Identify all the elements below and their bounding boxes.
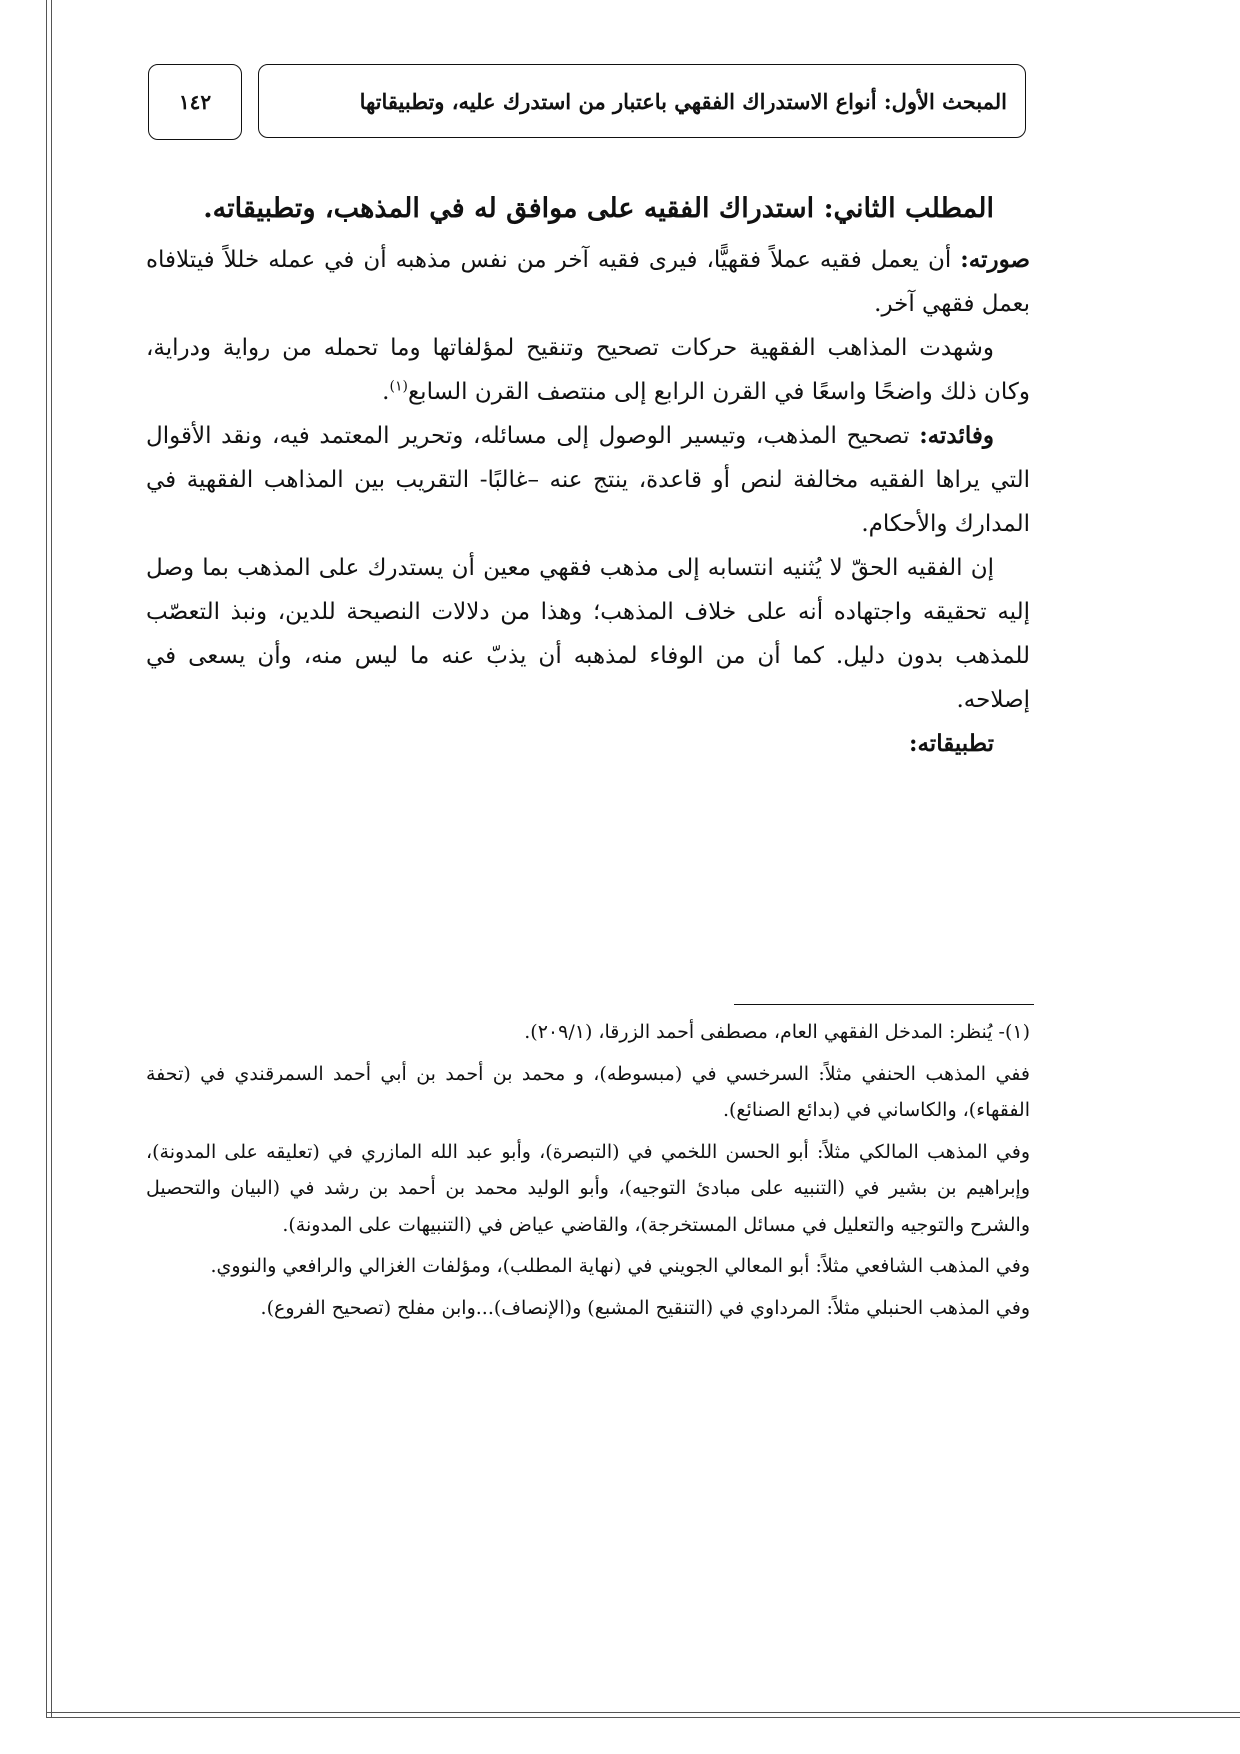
page-number: ١٤٢ xyxy=(178,90,212,114)
faqih-paragraph: إن الفقيه الحقّ لا يُثنيه انتسابه إلى مذهب فقهي معين أن يستدرك على المذهب بما وصل إليه تحقيقه واجتهاده أنه على خلاف المذهب؛ وهذا من دلالات النصيحة للدين، ونبذ التعصّب للمذهب بدون دليل. كما أن من الوفاء لمذهبه أن يذبّ عنه ما ليس منه، وأن يسعى في إصلاحه. xyxy=(146,555,1030,713)
footnote-maliki: وفي المذهب المالكي مثلاً: أبو الحسن اللخمي في (التبصرة)، وأبو عبد الله المازري في (تعليقه على المدونة)، وإبراهيم بن بشير في (التنبيه على مبادئ التوجيه)، وأبو الوليد محمد بن أحمد بن رشد في (البيان والتحصيل والشرح والتوجيه والتعليل في مسائل المستخرجة)، والقاضي عياض في (التنبيهات على المدونة). xyxy=(146,1140,1030,1236)
footnote-separator xyxy=(734,1004,1034,1005)
footnote-1: (١)- يُنظر: المدخل الفقهي العام، مصطفى أحمد الزرقا، (٢٠٩/١). xyxy=(524,1021,1030,1043)
definition-text: أن يعمل فقيه عملاً فقهيًّا، فيرى فقيه آخر من نفس مذهبه أن في عمله خللاً فيتلافاه بعمل فقهي آخر. xyxy=(146,247,1030,317)
footnote-shafii: وفي المذهب الشافعي مثلاً: أبو المعالي الجويني في (نهاية المطلب)، ومؤلفات الغزالي والرافعي والنووي. xyxy=(210,1255,1030,1277)
footnotes xyxy=(146,1014,1030,1331)
history-paragraph xyxy=(146,326,1030,414)
section-title: المطلب الثاني: استدراك الفقيه على موافق له في المذهب، وتطبيقاته. xyxy=(203,193,994,224)
running-header-title: المبحث الأول: أنواع الاستدراك الفقهي باعتبار من استدرك عليه، وتطبيقاتها xyxy=(359,88,1007,114)
footnote-hanafi: ففي المذهب الحنفي مثلاً: السرخسي في (مبسوطه)، و محمد بن أحمد بن أبي أحمد السمرقندي في (تحفة الفقهاء)، والكاساني في (بدائع الصنائع). xyxy=(146,1062,1030,1121)
definition-label: صورته: xyxy=(960,246,1030,273)
page-frame-left xyxy=(46,0,52,1718)
running-header-box xyxy=(258,64,1026,138)
history-text: وشهدت المذاهب الفقهية حركات تصحيح وتنقيح لمؤلفاتها وما تحمله من رواية ودراية، وكان ذلك واضحًا واسعًا في القرن الرابع إلى منتصف القرن السابع xyxy=(146,335,1030,405)
benefit-paragraph xyxy=(146,414,1030,546)
benefit-label: وفائدته: xyxy=(919,422,994,449)
page-frame-bottom xyxy=(46,1712,1240,1718)
definition-paragraph xyxy=(146,238,1030,326)
applications-heading: تطبيقاته: xyxy=(908,730,994,757)
footnote-hanbali: وفي المذهب الحنبلي مثلاً: المرداوي في (التنقيح المشبع) و(الإنصاف)...وابن مفلح (تصحيح الفروع). xyxy=(260,1296,1030,1319)
main-text xyxy=(146,180,1030,766)
history-end: . xyxy=(382,379,390,405)
footnote-reference-1[interactable]: (١) xyxy=(389,378,408,395)
page-number-box xyxy=(148,64,242,140)
benefit-text: تصحيح المذهب، وتيسير الوصول إلى مسائله، وتحرير المعتمد فيه، ونقد الأقوال التي يراها الفقيه مخالفة لنص أو قاعدة، ينتج عنه –غالبًا- التقريب بين المذاهب الفقهية في المدارك والأحكام. xyxy=(146,423,1030,537)
